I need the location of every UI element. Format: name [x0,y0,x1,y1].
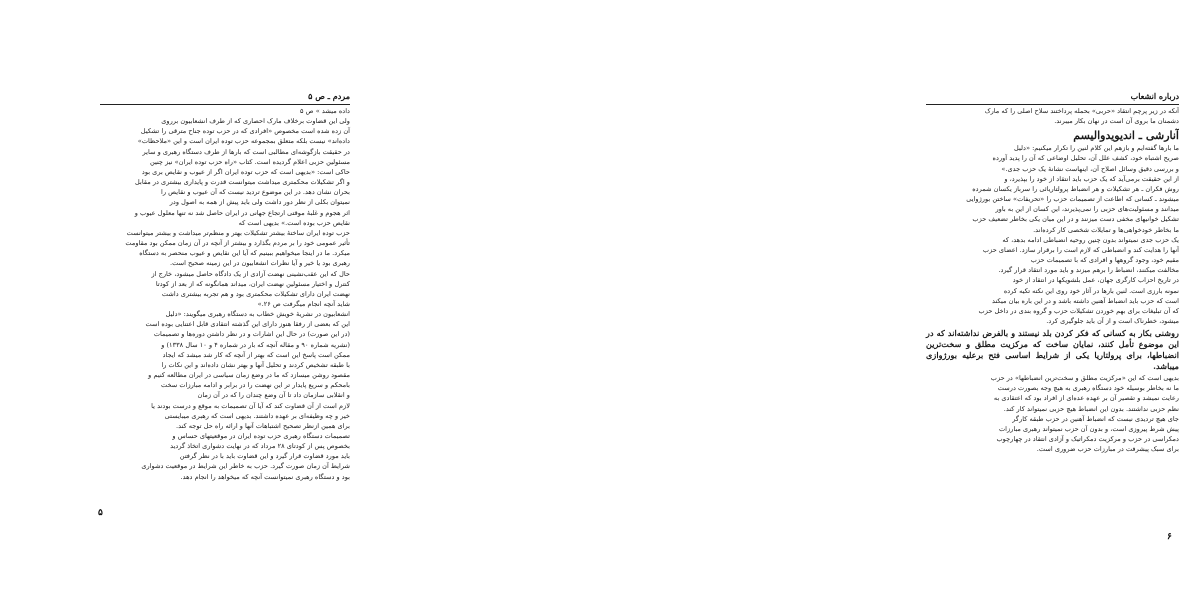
paragraph: در حقیقت بازگوشه‌ای مطالبی است که بارها از طرف دستگاه رهبری و سایر [142,147,350,156]
paragraph: بدیهی است که این «مرکزیت مطلق و سخت‌ترین انضباطها» در حزب [990,374,1179,383]
paragraph: شرایط آن زمان صورت گیرد. حزب به خاطر این شرایط در موقعیت دشواری [141,462,350,471]
paragraph: تأثیر عمومی خود را بر مردم بگذارد و بیشتر از آنچه در آن زمان ممکن بود مقاومت [125,239,350,248]
paragraph: باید مورد قضاوت قرار گیرد و این قضاوت باید با در نظر گرفتن [179,452,350,461]
bold-quote: روشنی بکار به کسانی که فکر کردن بلد نیستند و بالفرض نداشته‌اند که در این موضوع تأمل کنند، نمایان ساخت که مرکزیت مطلق و سخت‌ترین انضباطها، برای پرولتاریا یکی از شرایط اساسی فتح برعلیه بورژوازی میباشد. [926,328,1179,372]
paragraph: رعایت نمیشد و تقصیر آن بر عهده عده‌ای از افراد بود که اعتقادی به [993,394,1179,403]
paragraph: آن زده شده است مخصوص «افرادی که در حزب توده جناح مترقی را تشکیل [140,127,350,136]
paragraph: مخالفت میکنند، انضباط را برهم میزند و باید مورد انتقاد قرار گیرد. [998,266,1179,275]
paragraph: این که بعضی از رفقا هنوز دارای این گذشته انتقادی قابل اعتنایی بوده است [145,320,350,329]
paragraph: از این حقیقت برمی‌آید که یک حزب باید انتقاد از خود را بپذیرد، و [1004,174,1179,183]
paragraph: نظم حزبی نداشتند. بدون این انضباط هیچ حزبی نمیتواند کار کند. [1003,404,1179,413]
paragraph: آنکه در زیر پرچم انتقاد «حربی» بحمله پرداختند سلاح اصلی را که مارک [984,107,1179,115]
paragraph: دمکراسی در حزب و مرکزیت دمکراتیک و آزادی انتقاد در چهارچوب [996,435,1179,444]
paragraph: (در این صورت) در حال این اشارات و در نظر داشتن دوره‌ها و تصمیمات [153,330,350,339]
paragraph: حال که این عقب‌نشینی نهضت آزادی از یک دادگاه حاصل میشود، خارج از [151,269,350,278]
paragraph: دشمنان ما بروی آن است در نهان بکار میبرند. [1054,117,1179,126]
paragraph: و اگر تشکیلات محکمتری میداشت میتوانست قدرت و پایداری بیشتری در مقابل [135,178,350,187]
paragraph: برای سبک پیشرفت در مبارزات حزب ضروری است. [1036,445,1179,454]
paragraph: تصمیمات دستگاه رهبری حزب توده ایران در موقعیتهای حساس و [172,432,350,440]
paragraph: بود و دستگاه رهبری نمیتوانست آنچه که میخواهد را انجام دهد. [180,472,350,481]
paragraph: ما بخاطر خودخواهی‌ها و تمایلات شخصی کار کرده‌اند. [1033,225,1179,234]
paragraph: ما نه بخاطر بوسیله خود دستگاه رهبری به هیچ وجه بصورت درست [997,384,1179,393]
paragraph: جای هیچ تردیدی نیست که انضباط آهنین در حزب طبقه کارگر [1012,414,1179,423]
paragraph: میشوند ـ کسانی که اطاعت از تصمیمات حزب را «تحریفات» ساختن بورژوایی [966,195,1179,204]
paragraph: (نشریه شماره ۹۰ و مقاله آنچه که بار در شماره ۴ و ۱۰ سال ۱۳۳۸) و [161,340,350,349]
paragraph: است که حزب باید انضباط آهنین داشته باشد و در این باره بیان میکند [991,296,1179,305]
paragraph: میکرد. ما در اینجا میخواهیم ببینیم که آیا این نقایص و عیوب منحصر به دستگاه [139,249,350,258]
page-header [926,90,1179,105]
paragraph: نهضت ایران دارای تشکیلات محکمتری بود و هم تجربه بیشتری داشت [161,289,350,298]
paragraph: انشعابیون در نشریهٔ خویش خطاب به دستگاه رهبری میگویند: «دلیل [165,310,350,319]
paragraph: بحران نشان دهد. در این موضوع تردید نیست که آن عیوب و نقایص را [161,188,350,197]
running-head: مردم ـ ص ۵ [308,91,350,101]
page-number: ۵ [98,508,103,518]
paragraph: در تاریخ احزاب کارگری جهان، عمل بلشویکها در انتقاد از خود [1012,276,1179,285]
paragraph: برای همین ازنظر تصحیح اشتباهات آنها و ارائه راه حل توجه کند. [175,421,350,430]
paragraph: روش فکران ـ هر تشکیلات و هر انضباط پرولتاریائی را سرباز یکسان شمرده [972,184,1179,193]
paragraph: ولی این قضاوت برخلاف مارک احصاری که از طرف انشعابیون برروی [161,117,350,126]
paragraph: نمونه بارزی است. لنین بارها در آثار خود روی این نکته تکیه کرده [1003,286,1179,295]
paragraph: پیش شرط پیروزی است، و بدون آن حزب نمیتواند رهبری مبارزات [998,424,1179,433]
paragraph: و بررسی دقیق وسائل اصلاح آن، اینهاست نشانهٔ یک حزب جدی.» [1001,164,1179,173]
page-body [100,107,350,499]
paragraph: میشود، خطرناک است و از آن باید جلوگیری کرد. [1046,316,1179,325]
left-page [0,0,420,591]
paragraph: و انقلابی سازمان داد تا آن وضع چندان را که در آن زمان [197,391,350,400]
paragraph: تشکیل خوانیهای مخفی دست میزنند و در این میان یکی بخاطر تضعیف حزب [972,215,1179,224]
paragraph: نقایص حزب بوده است.» بدیهی است که [238,218,350,227]
paragraph: خیر و چه وظیفه‌ای بر عهده داشتند. بدیهی است که رهبری میبایستی [164,411,350,420]
paragraph: با طبقه تشخیص کردند و تحلیل آنها و بهتر نشان داده‌اند و این نکات را [161,360,350,369]
paragraph: مقصود روشن میسازد که ما در وضع زمان سیاسی در ایران مطالعه کنیم و [148,371,350,380]
paragraph: ممکن است پاسخ این است که بهتر از آنچه که کار شد میشد که ایجاد [162,350,350,359]
section-heading: آنارشی ـ اندیویدوالیسم [1073,129,1179,143]
paragraph: صریح اشتباه خود، کشف علل آن، تحلیل اوضاعی که آن را پدید آورده [992,154,1179,163]
paragraph: داده‌اند» نیست بلکه متعلق بمجموعه حزب توده ایران است و این «ملاحظات» [137,137,350,146]
paragraph: اثر هجوم و غلبهٔ موقتی ارتجاع جهانی در ایران حاصل شد نه تنها معلول عیوب و [134,208,350,217]
paragraph: میدانند و مسئولیت‌های حزبی را نمی‌پذیرند، این کسان از این به باور [995,205,1179,214]
paragraph: حزب توده ایران ساختهٔ بیشتر تشکیلات بهتر و منظم‌تر میداشت و بیشتر میتوانست [126,228,350,237]
paragraph: لازم است از آن قضاوت کند که آیا آن تصمیمات به موقع و درست بودند یا [151,401,350,410]
paragraph: مقیم خود، وجود گروهها و افرادی که با تصمیمات حزب [1030,256,1179,265]
paragraph: یک حزب جدی نمیتواند بدون چنین روحیه انضباطی ادامه بدهد، که [1002,235,1179,244]
paragraph: بخصوص پس از کودتای ۲۸ مرداد که در نهایت دشواری اتخاذ گردید [170,442,350,451]
running-head: درباره انشعاب [1130,91,1179,101]
paragraph: کنترل و اختیار مسئولین نهضت ایران، میداند همانگونه که از بعد از کودتا [155,279,350,288]
paragraph: بامحکم و سریع پایدار تر این نهضت را در برابر و ادامه مبارزات سخت [161,381,350,390]
page-number: ۶ [1167,532,1172,542]
paragraph: شاید آنچه انجام میگرفت ص ۲۶.» [257,299,350,308]
paragraph: آنها را هدایت کند و انضباطی که لازم است را برقرار سازد. اعضای حزب [982,245,1179,254]
paragraph: که آن تبلیغات برای بهم خوردن تشکیلات حزب و گروه بندی در داخل حزب [978,306,1179,315]
paragraph: داده میشد » ص ۵ [300,107,350,115]
paragraph: مسئولین حزبی اعلام گردیده است. کتاب «راه حزب توده ایران» نیز چنین [149,157,350,166]
right-page [420,0,1179,591]
paragraph: حاکی است: «بدیهی است که حزب توده ایران اگر از عیوب و نقایص بری بود [141,167,350,176]
paragraph: ما بارها گفته‌ایم و بازهم این کلام لنین را تکرار میکنیم: «دلیل [1014,144,1179,153]
page-header [100,90,350,105]
paragraph: نمیتوان بکلی از نظر دور داشت ولی باید پیش از همه به اصول ودر [169,198,350,207]
paragraph: رهبری بود یا خیر و آیا نظرات انشعابیون در این زمینه صحیح است. [170,259,350,268]
page-body [926,107,1179,519]
